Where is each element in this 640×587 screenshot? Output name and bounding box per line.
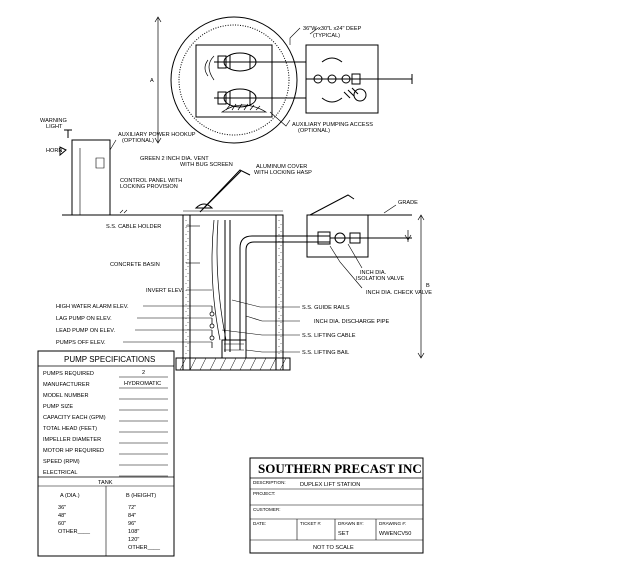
pumps-off-label: PUMPS OFF ELEV. xyxy=(56,340,106,346)
description-value: DUPLEX LIFT STATION xyxy=(300,482,361,488)
tank-b-value: 96" xyxy=(128,521,137,527)
warning-label-2: LIGHT xyxy=(46,124,63,130)
discharge-pipe-label: INCH DIA. DISCHARGE PIPE xyxy=(314,319,390,325)
dim-a xyxy=(155,17,161,143)
scale-note: NOT TO SCALE xyxy=(313,545,354,551)
company-name: SOUTHERN PRECAST INC xyxy=(258,461,422,476)
drawing-value: WWENCV50 xyxy=(379,531,412,537)
vent-sub: WITH BUG SCREEN xyxy=(180,162,233,168)
grade-label: GRADE xyxy=(398,200,418,206)
aluminum-cover xyxy=(200,170,250,212)
lifting-bail-label: S.S. LIFTING BAIL xyxy=(302,350,350,356)
drawn-label: DRAWN BY: xyxy=(338,521,364,526)
aluminum-cover-sub: WITH LOCKING HASP xyxy=(254,170,312,176)
lifting-cable-label: S.S. LIFTING CABLE xyxy=(302,333,356,339)
aux-pumping-access-sub: (OPTIONAL) xyxy=(298,128,331,134)
aluminum-cover-label: ALUMINUM COVER xyxy=(256,164,308,170)
isolation-valve-sub: ISOLATION VALVE xyxy=(356,276,405,282)
spec-row-value: 2 xyxy=(142,370,146,376)
aux-power-sub: (OPTIONAL) xyxy=(122,138,155,144)
plan-pump-upper xyxy=(214,53,274,71)
high-water-label: HIGH WATER ALARM ELEV. xyxy=(56,304,129,310)
tank-title: TANK xyxy=(98,480,113,486)
dim-b xyxy=(405,215,424,358)
invert-elev-label: INVERT ELEV. xyxy=(146,288,184,294)
cable-holder-label: S.S. CABLE HOLDER xyxy=(106,224,162,230)
guide-rails-label: S.S. GUIDE RAILS xyxy=(302,305,350,311)
drawing-label: DRAWING #: xyxy=(379,521,407,526)
spec-row-label: PUMPS REQUIRED xyxy=(43,371,94,377)
basin-outer-circle xyxy=(171,17,297,143)
spec-row-label: IMPELLER DIAMETER xyxy=(43,437,102,443)
tank-a-value: OTHER____ xyxy=(58,529,91,535)
spec-row-label: TOTAL HEAD (FEET) xyxy=(43,426,97,432)
lead-pump-label: LEAD PUMP ON ELEV. xyxy=(56,328,116,334)
tank-col-b: B (HEIGHT) xyxy=(126,493,157,499)
pump-body xyxy=(222,340,246,358)
tank-b-value: 72" xyxy=(128,505,137,511)
dim-a-label: A xyxy=(150,78,154,84)
spec-row-label: MANUFACTURER xyxy=(43,382,90,388)
dim-b-label: B xyxy=(426,283,430,289)
pump-spec-rows xyxy=(43,370,161,476)
lag-pump-label: LAG PUMP ON ELEV. xyxy=(56,316,112,322)
spec-row-label: CAPACITY EACH (GPM) xyxy=(43,415,106,421)
date-label: DATE: xyxy=(253,521,267,526)
check-valve-label: INCH DIA. CHECK VALVE xyxy=(366,290,432,296)
vent-label: GREEN 2 INCH DIA. VENT xyxy=(140,156,209,162)
lifting-cable xyxy=(212,220,220,340)
spec-row-value: HYDROMATIC xyxy=(124,381,162,387)
tank-b-values xyxy=(128,505,161,551)
plan-view xyxy=(155,17,412,143)
project-label: PROJECT: xyxy=(253,491,276,496)
isolation-valve-label: INCH DIA. xyxy=(360,270,387,276)
valve-box-cover xyxy=(310,195,354,215)
spec-row-label: ELECTRICAL xyxy=(43,470,78,476)
tank-a-value: 48" xyxy=(58,513,67,519)
basin-wall-left xyxy=(183,215,190,370)
plan-hatch-pads xyxy=(205,56,266,112)
tank-b-value: 84" xyxy=(128,513,137,519)
tank-b-value: 108" xyxy=(128,529,140,535)
aux-pumping-access-label: AUXILIARY PUMPING ACCESS xyxy=(292,122,373,128)
concrete-basin-label: CONCRETE BASIN xyxy=(110,262,160,268)
spec-row-label: MODEL NUMBER xyxy=(43,393,89,399)
tank-a-value: 36" xyxy=(58,505,67,511)
hatch-label-sub: (TYPICAL) xyxy=(313,33,341,39)
spec-row-label: SPEED (RPM) xyxy=(43,459,80,465)
tank-a-values xyxy=(58,505,91,535)
customer-label: CUSTOMER: xyxy=(253,507,281,512)
spec-row-label: MOTOR HP REQUIRED xyxy=(43,448,105,454)
plan-pump-lower xyxy=(214,89,274,107)
tank-col-a: A (DIA.) xyxy=(60,493,80,499)
ticket-label: TICKET #: xyxy=(300,521,322,526)
control-panel xyxy=(72,140,110,215)
plan-valves xyxy=(306,58,412,102)
control-panel-sub: LOCKING PROVISION xyxy=(120,184,178,190)
spec-row-label: PUMP SIZE xyxy=(43,404,74,410)
pump-spec-title: PUMP SPECIFICATIONS xyxy=(64,355,156,364)
tank-a-value: 60" xyxy=(58,521,67,527)
aux-power-label: AUXILIARY POWER HOOKUP xyxy=(118,132,196,138)
basin-wall-right xyxy=(276,215,283,370)
warning-label: WARNING xyxy=(40,118,67,124)
horn-label: HORN xyxy=(46,148,63,154)
drawn-value: SET xyxy=(338,531,349,537)
description-label: DESCRIPTION: xyxy=(253,480,286,485)
warning-light-icon xyxy=(64,130,72,138)
tank-b-value: 120" xyxy=(128,537,140,543)
tank-b-value: OTHER____ xyxy=(128,545,161,551)
control-panel-label: CONTROL PANEL WITH xyxy=(120,178,183,184)
section-view xyxy=(60,130,424,370)
hatch-label: 36"W x30"L x24" DEEP xyxy=(303,26,362,32)
